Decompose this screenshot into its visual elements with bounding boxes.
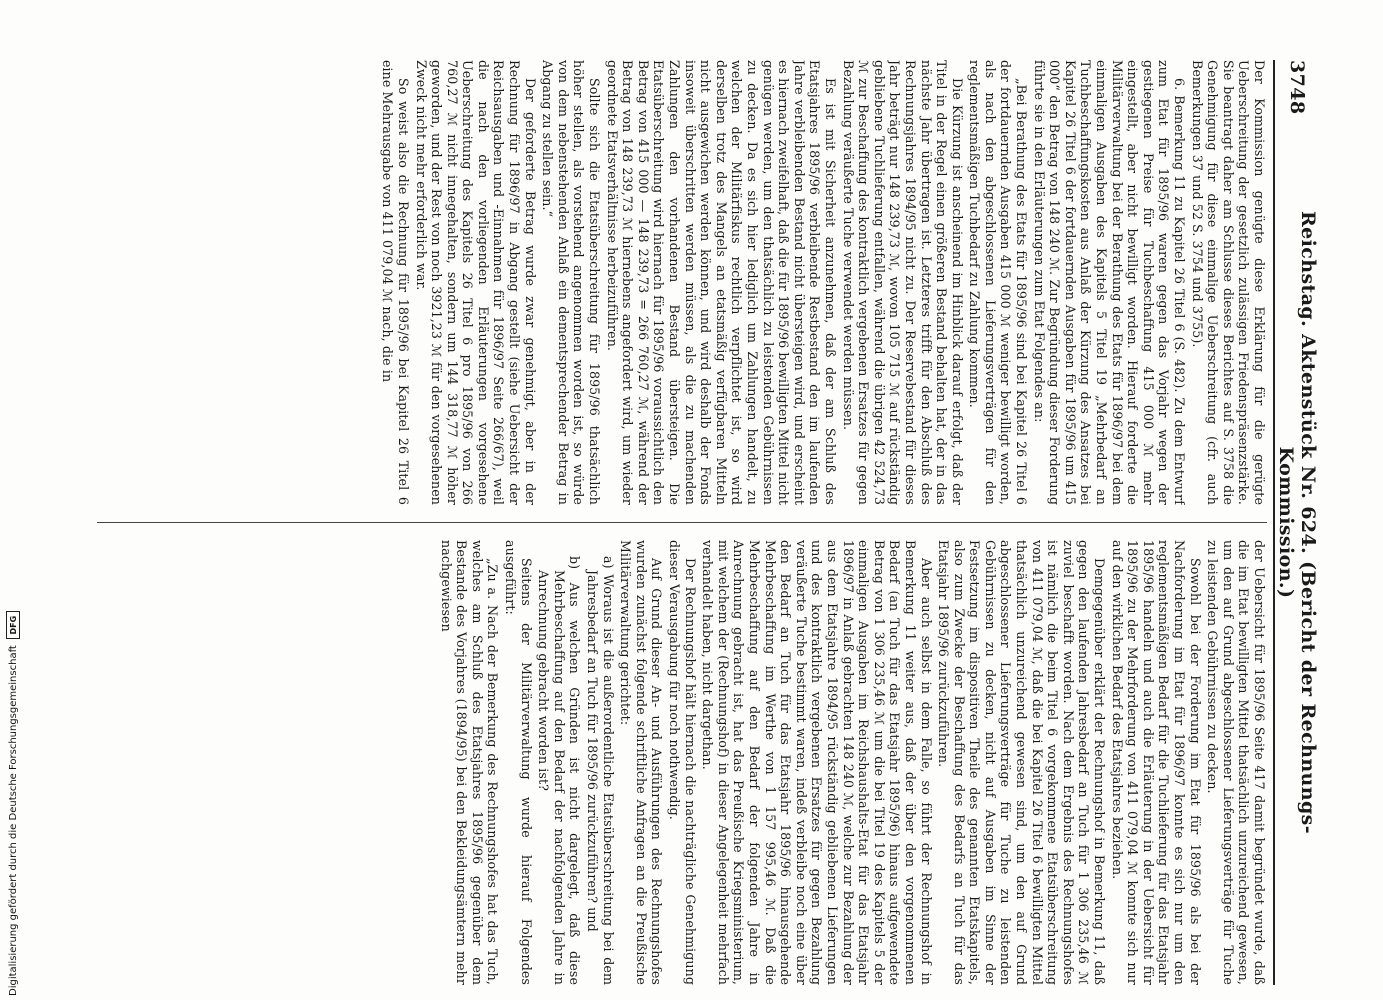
paragraph: Seitens der Militärverwaltung wurde hierauf Folgendes ausgeführt: xyxy=(503,540,534,985)
page-running-title: Reichstag. Aktenstück Nr. 624. (Bericht der Rechnungs-Kommission.) xyxy=(1275,210,1319,835)
column-divider xyxy=(97,522,1267,523)
paragraph: 6. Bemerkung 11 zu Kapitel 26 Titel 6 (S. 482). Zu dem Entwurf zum Etat für 1895/96 waren gegen das Vorjahr wegen der gestiegenen Preise für Tuchbeschaffung 415 000 ℳ mehr eingestellt, aber nicht bewilligt worden. Hierauf forderte die Militärverwaltung bei der Berathung des Etats für 1896/97 bei dem einmaligen Ausgaben des Kapitels 5 Titel 19 „Mehrbedarf an Tuchbeschaffungskosten aus Anlaß der Kürzung des Ansatzes bei Kapitel 26 Titel 6 der fortdauernden Ausgaben für 1895/96 um 415 000“ den Betrag von 148 240 ℳ. Zur Begründung dieser Forderung führte sie in den Erläuterungen zum Etat Folgendes an: xyxy=(1031,60,1188,505)
paragraph: Es ist mit Sicherheit anzunehmen, daß der am Schluß des Etatsjahres 1895/96 verbleibende Restbestand den im laufenden Jahre verbleibenden Bestand nicht übersteigen wird, und erscheint es hiernach zweifelhaft, daß die für 1895/96 bewilligten Mittel nicht genügen werden, um den thatsächlich zu leistenden Gebührnissen zu decken. Da es sich hier lediglich um Zahlungen handelt, zu welchen der Militärfiskus rechtlich verpflichtet ist, so wird derselben trotz des Mangels an etatsmäßig verfügbaren Mitteln nicht ausgewichen werden können, und wird deshalb der Fonds insoweit überschritten werden müssen, als die zu machenden Zahlungen den vorhandenen Bestand übersteigen. Die Etatsüberschreitung wird hiernach für 1895/96 voraussichtlich den Betrag von 415 000 — 148 239,73 = 266 760,27 ℳ, während der Betrag von 148 239,73 ℳ hiernebens angefordert wird, um wieder geordnete Etatsverhältnisse herbeizuführen. xyxy=(604,60,838,505)
paragraph: Auf Grund dieser An- und Ausführungen des Rechnungshofes wurden zunächst folgende schriftliche Anfragen an die Preußische Militärverwaltung gerichtet: xyxy=(618,540,665,985)
paragraph: „Zu a. Nach der Bemerkung des Rechnungshofes hat das Tuch, welches am Schluß des Etatsjahres 1895/96 gegenüber dem Bestande des Vorjahres (1894/95) bei den Bekleidungsämtern mehr nachgewiesen xyxy=(438,540,501,985)
header-rule xyxy=(1273,60,1275,985)
paragraph: Der Kommission genügte diese Erklärung für die gerügte Ueberschreitung der gesetzlich zulässigen Friedenspräsenzstärke. Sie beantragt daher am Schlusse dieses Berichtes auf S. 3758 die Genehmigung für diese einmalige Ueberschreitung (cfr. auch Bemerkungen 37 und 52 S. 3754 und 3755). xyxy=(1189,60,1267,505)
credit-text: Digitalisierung gefördert durch die Deutsche Forschungsgemeinschaft xyxy=(7,645,19,996)
list-item: a) Woraus ist die außerordentliche Etatsüberschreitung bei dem Jahresbedarf an Tuch für 1895/96 zurückzuführen? und xyxy=(585,556,616,985)
paragraph: Sollte sich die Etatsüberschreitung für 1895/96 thatsächlich höher stellen, als vorstehend angenommen worden ist, so würde von dem nebenstehenden Anlaß ein dementsprechender Betrag in Abgang zu stellen sein.“ xyxy=(540,60,603,505)
dfg-logo: DFG xyxy=(6,611,20,639)
paragraph: der Uebersicht für 1895/96 Seite 417 damit begründet wurde, daß die im Etat bewilligten Mittel thatsächlich unzureichend gewesen, um den auf Grund abgeschlossener Lieferungsverträge für Tuche zu leistenden Gebührnissen zu decken. xyxy=(1205,540,1267,985)
paragraph: Aber auch selbst in dem Falle, so führt der Rechnungshof in Bemerkung 11 weiter aus, daß der über den vorgenommenen Bedarf (an Tuch für das Etatsjahr 1895/96) hinaus aufgewendete Betrag von 1 306 235,46 ℳ um die bei Titel 19 des Kapitels 5 der einmaligen Ausgaben im Reichshaushalts-Etat für das Etatsjahr 1896/97 in Anlaß gebrachten 148 240 ℳ, welche zur Bezahlung der aus dem Etatsjahre 1894/95 rückständig gebliebenen Lieferungen und des kontraktlich vergebenen Ersatzes für gegen Bezahlung veräußerte Tuche bestimmt waren, indeß verbleibe noch eine über den Bedarf an Tuch für das Etatsjahr 1895/96 hinausgehende Mehrbeschaffung im Werthe von 1 157 995,46 ℳ. Daß die Mehrbeschaffung auf den Bedarf der folgenden Jahre in Anrechnung gebracht ist, hat das Preußische Kriegsministerium, mit welchem der (Rechnungshof) in dieser Angelegenheit mehrfach verhandelt haben, nicht dargethan. xyxy=(700,540,934,985)
left-text-column xyxy=(97,60,1267,505)
list-item: b) Aus welchen Gründen ist nicht dargelegt, daß diese Mehrbeschaffung auf den Bedarf der nachfolgenden Jahre in Anrechnung gebracht worden ist? xyxy=(536,556,583,985)
paragraph: Die Kürzung ist anscheinend im Hinblick darauf erfolgt, daß der Titel in der Regel einen größeren Bestand behalten hat, der in das nächste Jahr übertragen ist. Letzteres trifft für den Abschluß des Rechnungsjahres 1894/95 nicht zu. Der Reservebestand für dieses Jahr beträgt nur 148 239,73 ℳ, wovon 105 715 ℳ auf rückständig gebliebene Tuchlieferung entfallen, während die übrigen 42 524,73 ℳ zur Beschaffung des kontraktlich vergebenen Ersatzes für gegen Bezahlung veräußerte Tuche verwendet werden müssen. xyxy=(840,60,965,505)
paragraph: Demgegenüber erklärt der Rechnungshof in Bemerkung 11, daß gegen den laufenden Jahresbedarf an Tuch für 1 306 235,46 ℳ zuviel beschafft worden. Nach dem Ergebnis des Rechnungshofes ist nämlich die beim Titel 6 vorgekommene Etatsüberschreitung von 411 079,04 ℳ, daß die bei Kapitel 26 Titel 6 bewilligten Mittel thatsächlich unzureichend gewesen sind, um den auf Grund abgeschlossener Lieferungsverträge für Tuche zu leistenden Gebührnissen zu decken, nicht auf Ausgaben im Sinne der Festsetzung im dispositiven Theile des genannten Etatskapitels, also zum Zwecke der Beschaffung des Bedarfs an Tuch für das Etatsjahr 1895/96 zurückzuführen. xyxy=(936,540,1108,985)
paragraph: So weist also die Rechnung für 1895/96 bei Kapitel 26 Titel 6 eine Mehrausgabe von 411 079,04 ℳ nach, die in xyxy=(380,60,411,505)
right-text-column xyxy=(97,540,1267,985)
paragraph: Der geforderte Betrag wurde zwar genehmigt, aber in der Rechnung für 1896/97 in Abgang gestellt (siehe Uebersicht der Reichsausgaben und -Einnahmen für 1896/97 Seite 266/67), weil die nach den vorliegenden Erläuterungen vorgesehene Ueberschreitung des Kapitels 26 Titel 6 pro 1895/96 von 266 760,27 ℳ nicht innegehalten, sondern um 144 318,77 ℳ höher geworden, und der Rest von noch 3921,23 ℳ für den vorgesehenen Zweck nicht mehr erforderlich war. xyxy=(413,60,538,505)
rotated-document-page xyxy=(92,60,1317,985)
page-header xyxy=(1277,60,1317,985)
paragraph: Der Rechnungshof hält hiernach die nachträgliche Genehmigung dieser Verausgabung für noch nothwendig. xyxy=(667,540,698,985)
page-number: 3748 xyxy=(1286,60,1308,115)
paragraph: „Bei Berathung des Etats für 1895/96 sind bei Kapitel 26 Titel 6 der fortdauernden Ausgaben 415 000 ℳ weniger bewilligt worden, als nach den abgeschlossenen Lieferungsverträgen für den reglementsmäßigen Tuchbedarf zu Zahlung kommen. xyxy=(967,60,1030,505)
paragraph: Sowohl bei der Forderung im Etat für 1895/96 als bei der Nachforderung im Etat für 1896/97 konnte es sich nur um den reglementsmäßigen Bedarf für die Tuchlieferung für das Etatsjahr 1895/96 handeln und auch die Erläuterung in der Uebersicht für 1895/96 zu der Mehrforderung von 411 079,04 ℳ konnte sich nur auf den wirklichen Bedarf des Etatsjahres beziehen. xyxy=(1109,540,1203,985)
digitization-credit xyxy=(6,611,20,996)
